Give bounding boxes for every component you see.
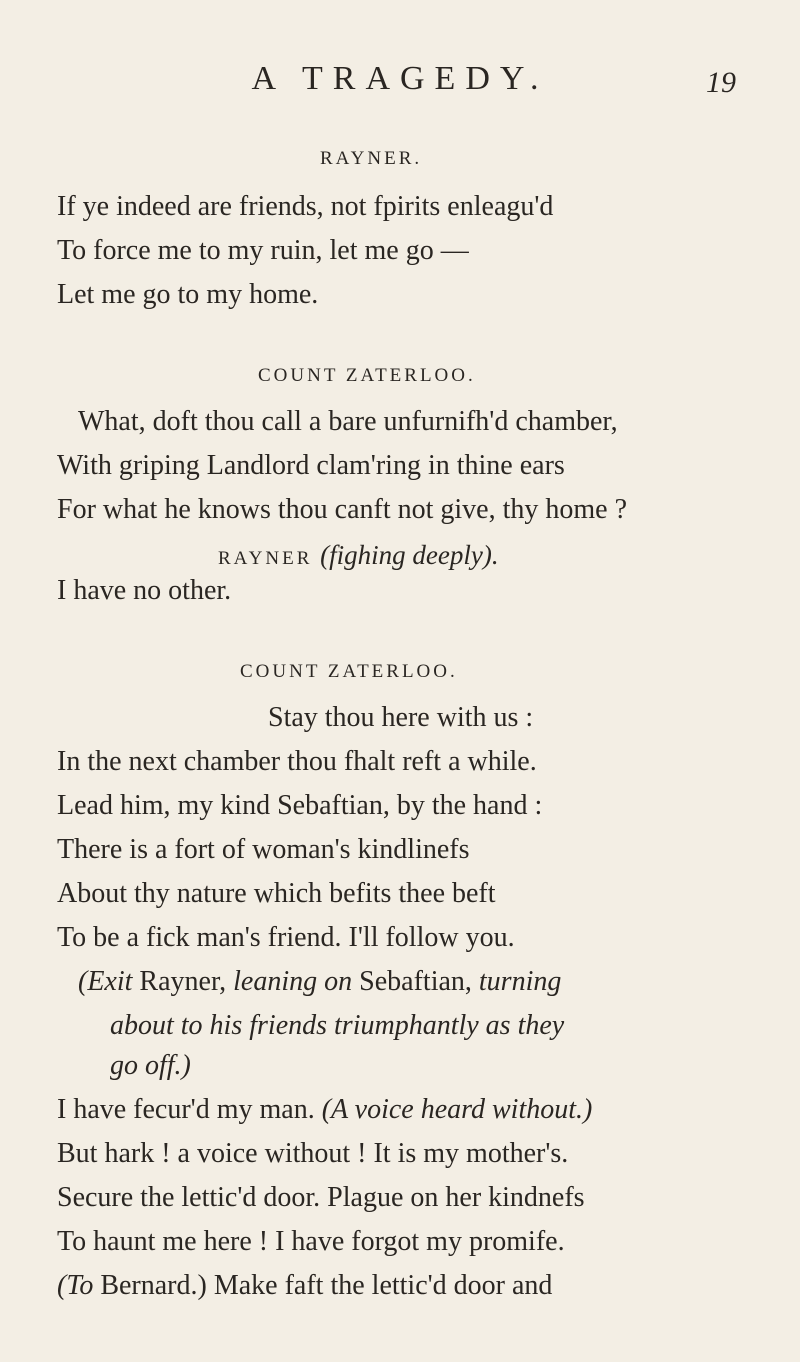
verse-line: I have fecur'd my man. (A voice heard without.) bbox=[57, 1094, 593, 1125]
stage-direction-line: about to his friends triumphantly as they bbox=[110, 1010, 565, 1041]
verse-line: But hark ! a voice without ! It is my mother's. bbox=[57, 1138, 569, 1169]
speaker-count-zaterloo: COUNT ZATERLOO. bbox=[258, 365, 476, 386]
verse-line: With griping Landlord clam'ring in thine ears bbox=[57, 450, 565, 481]
verse-line: What, doft thou call a bare unfurnifh'd chamber, bbox=[78, 406, 618, 437]
speaker-rayner-2 bbox=[218, 540, 499, 571]
verse-line: Lead him, my kind Sebaftian, by the hand : bbox=[57, 790, 543, 821]
verse-line: In the next chamber thou fhalt reft a while. bbox=[57, 746, 537, 777]
verse-line: I have no other. bbox=[57, 575, 232, 606]
verse-line: For what he knows thou canft not give, thy home ? bbox=[57, 494, 628, 525]
verse-line: To be a fick man's friend. I'll follow you. bbox=[57, 922, 515, 953]
speaker-rayner: RAYNER. bbox=[320, 148, 423, 169]
running-head: A TRAGEDY. bbox=[251, 60, 549, 97]
verse-line: If ye indeed are friends, not fpirits enleagu'd bbox=[57, 191, 554, 222]
verse-line: There is a fort of woman's kindlinefs bbox=[57, 834, 470, 865]
speaker-name: RAYNER bbox=[218, 548, 313, 569]
verse-line: About thy nature which befits thee beft bbox=[57, 878, 496, 909]
stage-direction-line: go off.) bbox=[110, 1050, 191, 1081]
page-number: 19 bbox=[706, 66, 736, 99]
verse-line: Stay thou here with us : bbox=[268, 702, 534, 733]
verse-line: Secure the lettic'd door. Plague on her kindnefs bbox=[57, 1182, 585, 1213]
speaker-count-zaterloo-2: COUNT ZATERLOO. bbox=[240, 661, 458, 682]
verse-line: To haunt me here ! I have forgot my promife. bbox=[57, 1226, 565, 1257]
stage-direction-exit: (Exit Rayner, leaning on Sebaftian, turning bbox=[78, 966, 562, 997]
verse-line: Let me go to my home. bbox=[57, 279, 319, 310]
stage-direction: (A voice heard without.) bbox=[321, 1094, 593, 1125]
verse-line: (To Bernard.) Make faft the lettic'd door and bbox=[57, 1270, 553, 1301]
stage-direction: (fighing deeply). bbox=[320, 540, 499, 570]
verse-line: To force me to my ruin, let me go — bbox=[57, 235, 469, 266]
